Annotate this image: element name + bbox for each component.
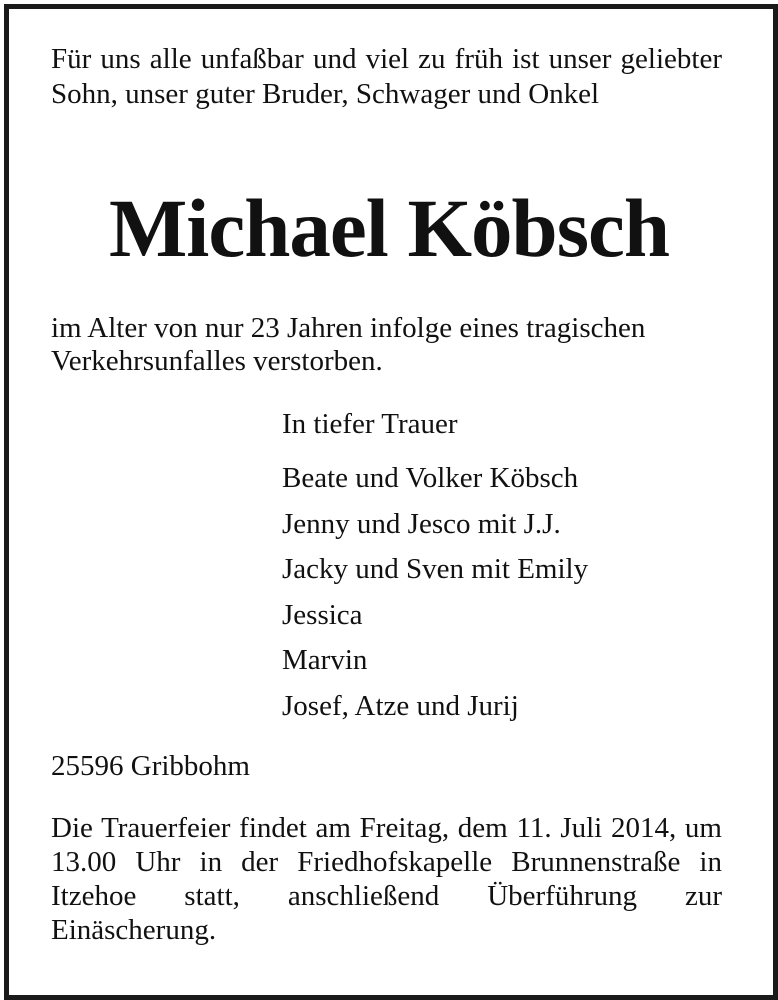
intro-text: Für uns alle unfaßbar und viel zu früh ist unser geliebter Sohn, unser guter Bruder, Schwager und Onkel [51,43,722,110]
ceremony-text: Die Trauerfeier findet am Freitag, dem 11. Juli 2014, um 13.00 Uhr in der Friedhofskapelle Brunnenstraße in Itzehoe statt, anschließend Überführung zur Einäscherung. [51,812,722,946]
deceased-name: Michael Köbsch [108,182,670,274]
mourner-item: Jacky und Sven mit Emily [282,553,589,585]
location-text: 25596 Gribbohm [51,750,250,782]
mourner-item: Beate und Volker Köbsch [282,462,579,494]
mourners-list [282,460,588,733]
mourner-item: Marvin [282,644,368,676]
age-text: im Alter von nur 23 Jahren infolge eines tragischen Verkehrsunfalles verstorben. [51,312,646,377]
mourning-heading: In tiefer Trauer [282,408,458,440]
mourner-item: Josef, Atze und Jurij [282,689,519,722]
mourner-item: Jenny und Jesco mit J.J. [282,507,561,540]
mourner-item: Jessica [282,598,363,631]
